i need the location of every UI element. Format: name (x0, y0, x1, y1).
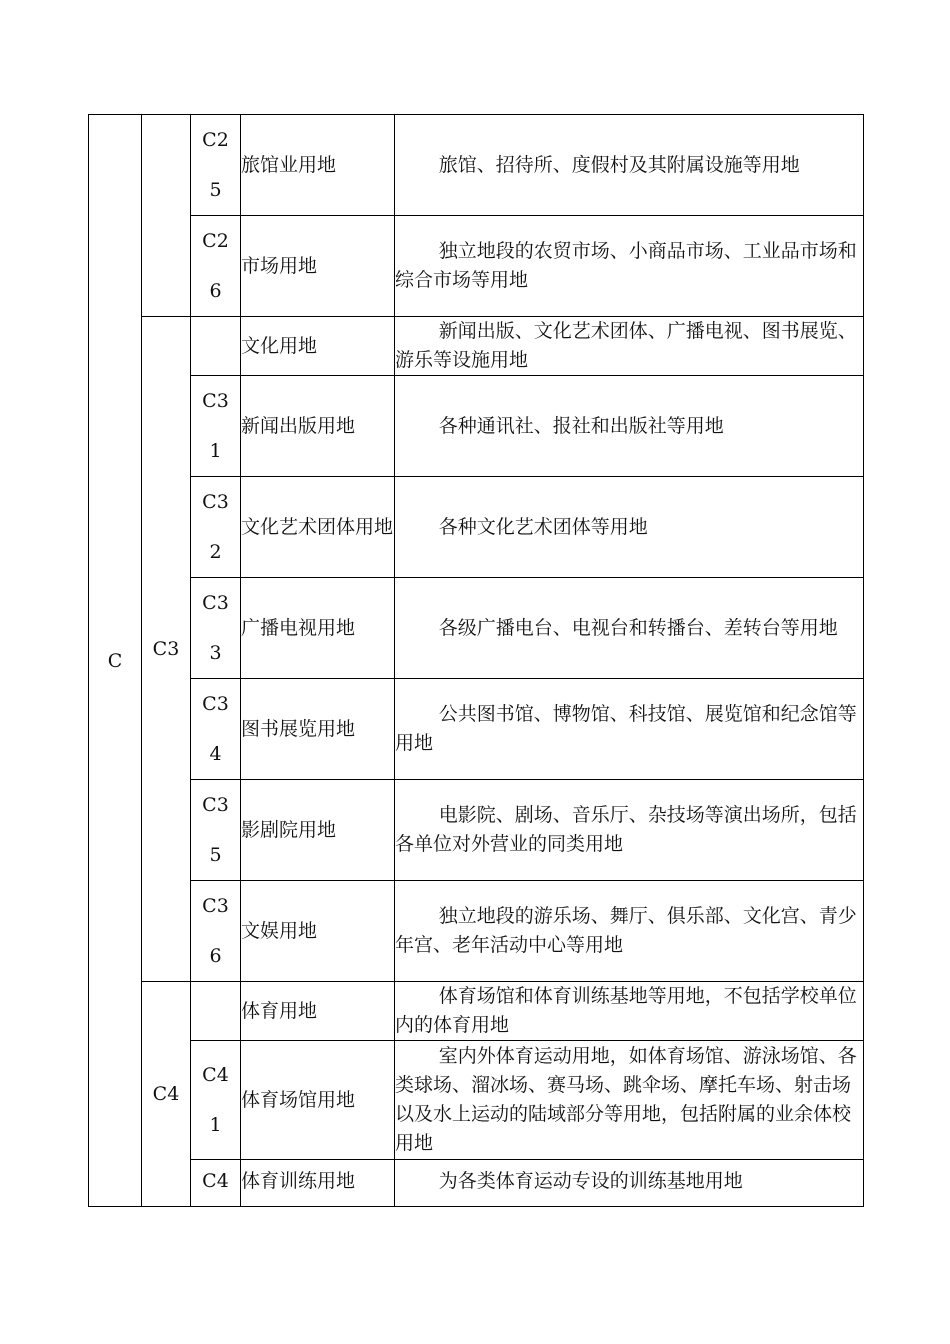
subcategory-code: C2 5 (191, 115, 241, 216)
category-description: 新闻出版、文化艺术团体、广播电视、图书展览、游乐等设施用地 (395, 317, 864, 376)
table-row (89, 317, 864, 376)
category-name: 广播电视用地 (241, 578, 395, 679)
land-use-classification-table (88, 114, 864, 1207)
table-row (89, 881, 864, 982)
category-description: 各种通讯社、报社和出版社等用地 (395, 376, 864, 477)
table-row (89, 216, 864, 317)
category-name: 旅馆业用地 (241, 115, 395, 216)
table-row (89, 477, 864, 578)
subcategory-code: C3 2 (191, 477, 241, 578)
table-row (89, 982, 864, 1041)
category-name: 图书展览用地 (241, 679, 395, 780)
category-description: 各级广播电台、电视台和转播台、差转台等用地 (395, 578, 864, 679)
category-description: 各种文化艺术团体等用地 (395, 477, 864, 578)
category-name: 市场用地 (241, 216, 395, 317)
table-row (89, 1041, 864, 1160)
category-name: 体育场馆用地 (241, 1041, 395, 1160)
table-row (89, 780, 864, 881)
table-row (89, 1160, 864, 1207)
category-description: 室内外体育运动用地，如体育场馆、游泳场馆、各类球场、溜冰场、赛马场、跳伞场、摩托车场、射击场以及水上运动的陆域部分等用地，包括附属的业余体校用地 (395, 1041, 864, 1160)
subcategory-code: C2 6 (191, 216, 241, 317)
category-description: 为各类体育运动专设的训练基地用地 (395, 1160, 864, 1207)
table-row (89, 679, 864, 780)
medium-category-code: C4 (142, 982, 191, 1207)
subcategory-code: C4 (191, 1160, 241, 1207)
subcategory-code: C3 6 (191, 881, 241, 982)
category-name: 文化艺术团体用地 (241, 477, 395, 578)
table-row (89, 115, 864, 216)
subcategory-code: C3 3 (191, 578, 241, 679)
category-name: 影剧院用地 (241, 780, 395, 881)
category-description: 独立地段的农贸市场、小商品市场、工业品市场和综合市场等用地 (395, 216, 864, 317)
category-description: 公共图书馆、博物馆、科技馆、展览馆和纪念馆等用地 (395, 679, 864, 780)
subcategory-code (191, 317, 241, 376)
category-description: 旅馆、招待所、度假村及其附属设施等用地 (395, 115, 864, 216)
medium-category-code: C3 (142, 317, 191, 982)
medium-category-code (142, 115, 191, 317)
table-row (89, 376, 864, 477)
category-description: 独立地段的游乐场、舞厅、俱乐部、文化宫、青少年宫、老年活动中心等用地 (395, 881, 864, 982)
subcategory-code: C3 5 (191, 780, 241, 881)
subcategory-code: C3 4 (191, 679, 241, 780)
subcategory-code: C4 1 (191, 1041, 241, 1160)
category-description: 体育场馆和体育训练基地等用地，不包括学校单位内的体育用地 (395, 982, 864, 1041)
category-name: 体育训练用地 (241, 1160, 395, 1207)
subcategory-code: C3 1 (191, 376, 241, 477)
category-name: 文化用地 (241, 317, 395, 376)
major-category-code: C (89, 115, 142, 1207)
category-description: 电影院、剧场、音乐厅、杂技场等演出场所，包括各单位对外营业的同类用地 (395, 780, 864, 881)
category-name: 体育用地 (241, 982, 395, 1041)
category-name: 文娱用地 (241, 881, 395, 982)
subcategory-code (191, 982, 241, 1041)
table-row (89, 578, 864, 679)
category-name: 新闻出版用地 (241, 376, 395, 477)
